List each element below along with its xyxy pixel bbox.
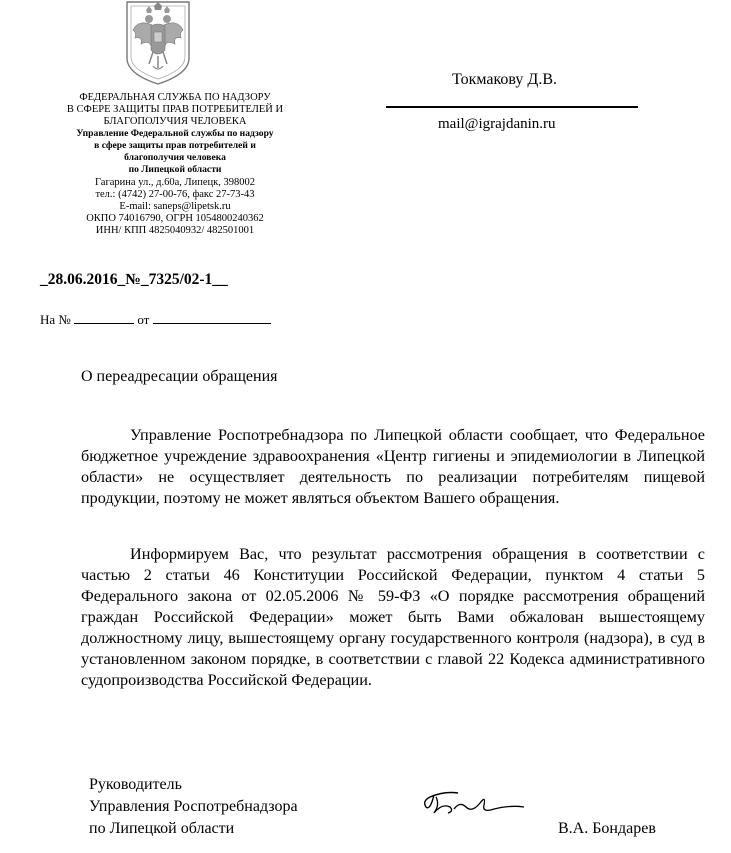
department-line-4: по Липецкой области [128, 164, 222, 175]
agency-line-3: БЛАГОПОЛУЧИЯ ЧЕЛОВЕКА [103, 116, 247, 127]
signer-title-line-2: Управления Роспотребнадзора [89, 798, 298, 815]
reference-date-prefix: от [137, 312, 150, 327]
outgoing-number: _28.06.2016_№_7325/02-1__ [40, 271, 228, 288]
coat-of-arms-emblem [121, 0, 195, 86]
okpo-line: ОКПО 74016790, ОГРН 1054800240362 [86, 213, 264, 224]
phone-line: тел.: (4742) 27-00-76, факс 27-73-43 [95, 189, 255, 200]
address-line: Гагарина ул., д.60а, Липецк, 398002 [95, 177, 255, 188]
reference-prefix: На № [40, 312, 71, 327]
handwritten-signature [420, 783, 528, 823]
reference-number-blank [74, 312, 134, 324]
letter-subject: О переадресации обращения [81, 368, 278, 385]
reference-date-blank [153, 312, 271, 324]
reference-line [40, 312, 271, 328]
body-paragraph-1: Управление Роспотребнадзора по Липецкой области сообщает, что Федеральное бюджетное учреждение здравоохранения «Центр гигиены и эпидемиологии в Липецкой области» не осуществляет деятельность по реализации потребителям пищевой продукции, поэтому не может являться объектом Вашего обращения. [81, 426, 705, 507]
department-line-1: Управление Федеральной службы по надзору [76, 128, 274, 139]
department-line-2: в сфере защиты прав потребителей и [94, 140, 256, 151]
body-paragraph-2: Информируем Вас, что результат рассмотрения обращения в соответствии с частью 2 статьи 46 Конституции Российской Федерации, пунктом 4 статьи 5 Федерального закона от 02.05.2006 № 59-ФЗ «О порядке рассмотрения обращений граждан Российской Федерации» может быть Вами обжалован вышестоящему должностному лицу, вышестоящему органу государственного контроля (надзора), в суд в установленном законом порядке, в соответствии с главой 22 Кодекса административного судопроизводства Российской Федерации. [81, 545, 705, 689]
signer-name: В.А. Бондарев [558, 820, 656, 837]
signer-title-line-3: по Липецкой области [89, 820, 235, 837]
signer-title-line-1: Руководитель [89, 776, 182, 793]
inn-line: ИНН/ КПП 4825040932/ 482501001 [95, 225, 255, 236]
email-line: E-mail: saneps@lipetsk.ru [119, 201, 231, 212]
agency-line-1: ФЕДЕРАЛЬНАЯ СЛУЖБА ПО НАДЗОРУ [79, 92, 271, 103]
addressee-divider [386, 106, 638, 108]
department-line-3: благополучия человека [124, 152, 226, 163]
agency-line-2: В СФЕРЕ ЗАЩИТЫ ПРАВ ПОТРЕБИТЕЛЕЙ И [66, 104, 284, 115]
addressee-email: mail@igrajdanin.ru [438, 116, 556, 132]
addressee-name: Токмакову Д.В. [452, 71, 558, 88]
